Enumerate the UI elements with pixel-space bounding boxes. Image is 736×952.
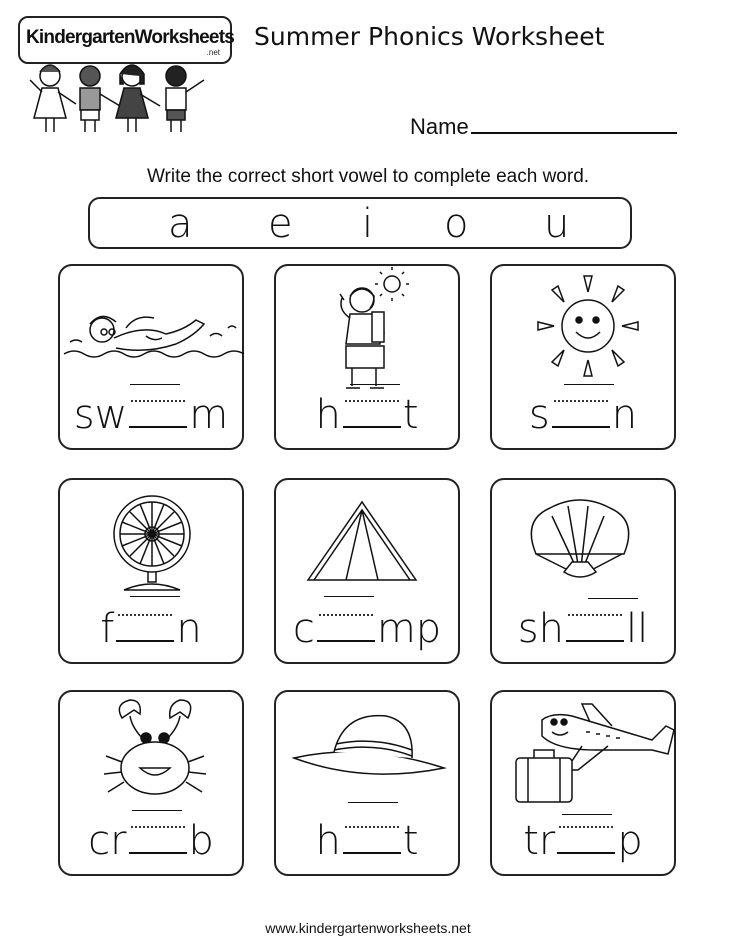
answer-line[interactable] [564,384,614,385]
answer-line[interactable] [588,598,638,599]
site-logo [18,16,232,138]
word-template: f n [100,606,202,652]
word-template: h t [315,392,419,438]
vowel-blank[interactable] [552,396,610,430]
logo-frame [18,16,232,64]
airplane-suitcase-icon [492,692,678,822]
vowel-a: a [168,201,193,247]
word-card-hot [274,264,460,450]
logo-suffix: .net [206,48,220,57]
vowel-blank[interactable] [343,396,401,430]
word-card-hat [274,690,460,876]
answer-line[interactable] [130,384,180,385]
shell-icon [492,480,678,610]
word-card-sun [490,264,676,450]
answer-line[interactable] [562,814,612,815]
logo-text: KindergartenWorksheets [26,27,234,48]
answer-line[interactable] [324,596,374,597]
word-card-swim [58,264,244,450]
word-card-shell [490,478,676,664]
page-title: Summer Phonics Worksheet [254,22,605,51]
word-template: sw m [73,392,229,438]
answer-line[interactable] [348,802,398,803]
word-template: tr p [523,818,643,864]
name-label: Name [410,114,469,139]
instructions: Write the correct short vowel to complete each word. [146,166,590,187]
tent-icon [276,480,462,610]
vowel-o: o [444,201,469,247]
fan-icon [60,480,246,610]
vowel-blank[interactable] [129,396,187,430]
crab-icon [60,692,246,822]
word-card-camp [274,478,460,664]
vowel-blank[interactable] [116,610,174,644]
vowel-e: e [268,201,293,247]
word-template: sh ll [517,606,649,652]
word-card-crab [58,690,244,876]
word-template: h t [315,818,419,864]
name-line[interactable] [471,112,677,134]
word-template: cr b [88,818,214,864]
vowel-blank[interactable] [566,610,624,644]
person-in-heat-icon [276,266,462,396]
answer-line[interactable] [130,596,180,597]
vowel-blank[interactable] [343,822,401,856]
vowel-bank [88,197,632,249]
answer-line[interactable] [132,810,182,811]
kids-holding-hands-icon [28,62,218,138]
name-field[interactable] [410,112,677,140]
vowel-blank[interactable] [129,822,187,856]
word-card-trip [490,690,676,876]
word-card-fan [58,478,244,664]
word-template: s n [528,392,638,438]
vowel-blank[interactable] [557,822,615,856]
sun-icon [492,266,678,396]
footer-url: www.kindergartenworksheets.net [265,920,471,936]
answer-line[interactable] [350,384,400,385]
vowel-blank[interactable] [317,610,375,644]
swimmer-icon [60,266,246,396]
vowel-i: i [362,201,374,247]
vowel-u: u [544,201,570,247]
word-template: c mp [292,606,442,652]
